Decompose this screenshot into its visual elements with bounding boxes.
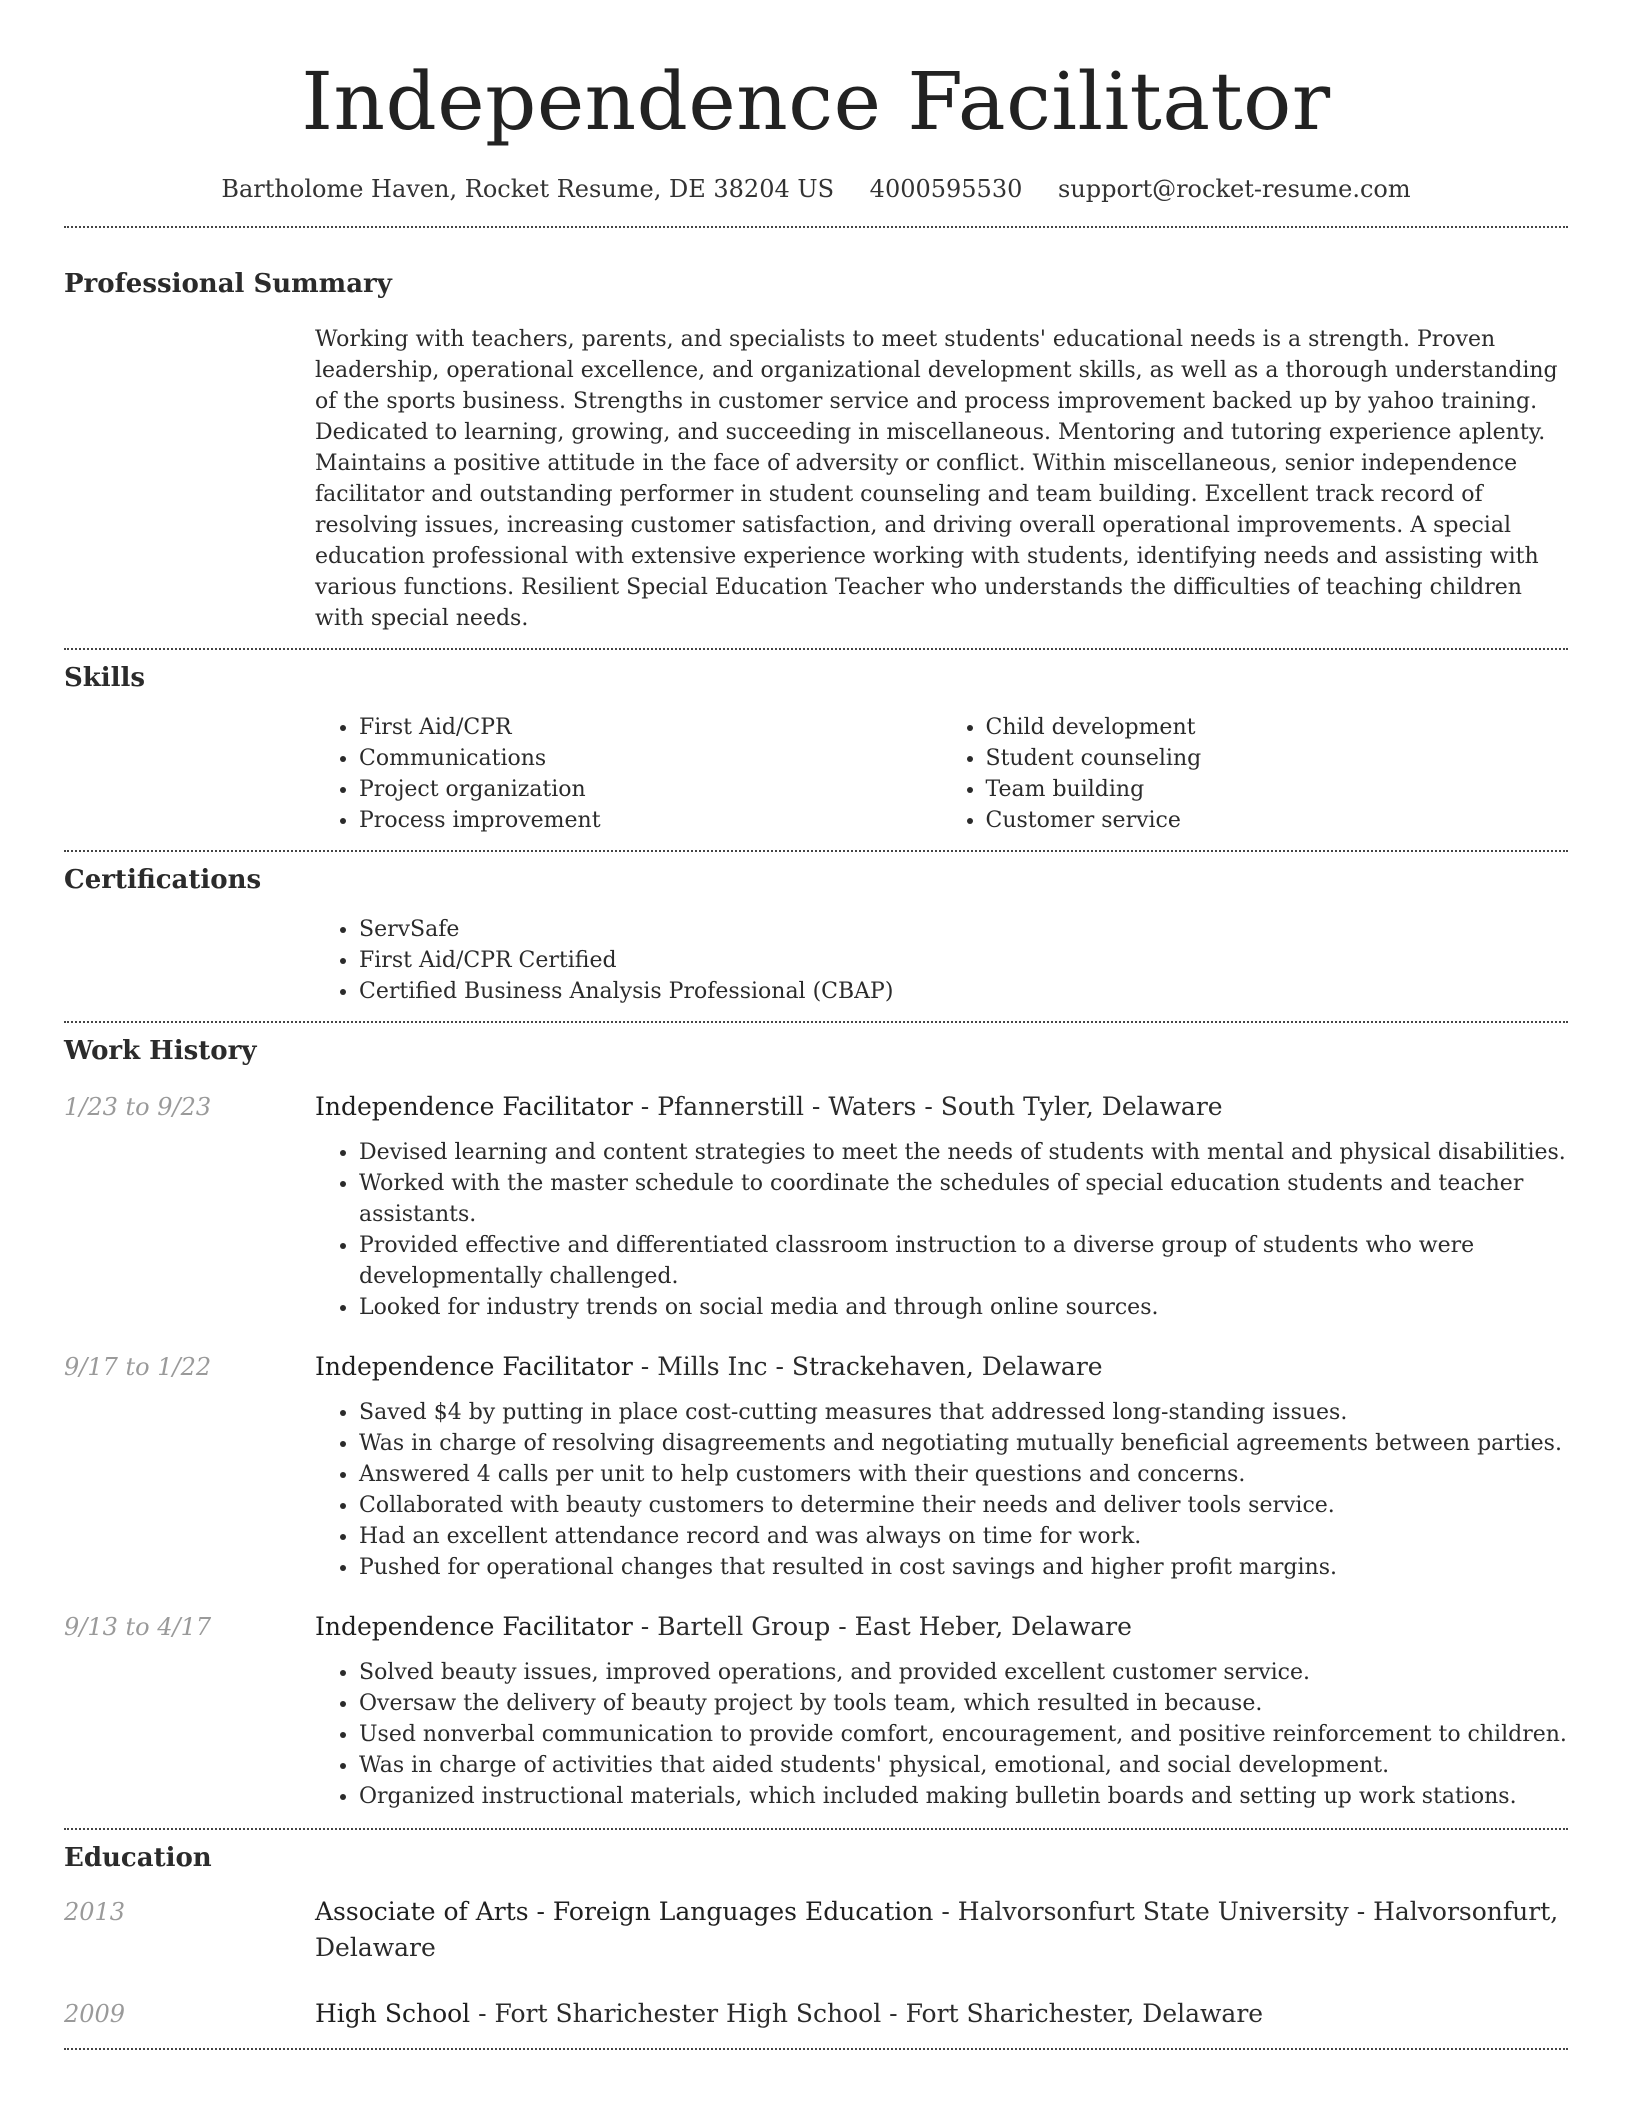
- skill-item: • Customer service: [986, 805, 1569, 836]
- skills-section: [64, 650, 1568, 850]
- certification-item: • ServSafe: [359, 914, 1568, 945]
- education-details: - Fort Sharichester High School - Fort Sharichester, Delaware: [470, 1999, 1264, 2028]
- job-bullet: • Had an excellent attendance record and was always on time for work.: [359, 1521, 1568, 1552]
- job-bullet: • Answered 4 calls per unit to help customers with their questions and concerns.: [359, 1459, 1568, 1490]
- job-entry: [64, 1089, 1568, 1323]
- job-dates: 9/13 to 4/17: [64, 1613, 212, 1641]
- job-bullet: • Collaborated with beauty customers to determine their needs and deliver tools service.: [359, 1490, 1568, 1521]
- skill-item: • Student counseling: [986, 743, 1569, 774]
- skill-item: • First Aid/CPR: [359, 712, 942, 743]
- job-entry: [64, 1609, 1568, 1812]
- job-bullets: [315, 1657, 1568, 1812]
- job-bullet: • Was in charge of resolving disagreements and negotiating mutually beneficial agreements between parties.: [359, 1428, 1568, 1459]
- certification-item: • Certified Business Analysis Professional (CBAP): [359, 976, 1568, 1007]
- job-dates: 1/23 to 9/23: [64, 1093, 212, 1121]
- work-history-title: Work History: [64, 1036, 257, 1066]
- job-details: - Pfannerstill - Waters - South Tyler, Delaware: [632, 1092, 1223, 1121]
- education-title-line: [315, 1996, 1568, 2032]
- job-title: [315, 1349, 1568, 1385]
- contact-line: [64, 172, 1568, 206]
- summary-section: [64, 228, 1568, 648]
- skills-title: Skills: [64, 663, 146, 693]
- job-bullets: [315, 1397, 1568, 1583]
- job-bullet: • Provided effective and differentiated classroom instruction to a diverse group of students who were developmentally challenged.: [359, 1230, 1568, 1292]
- job-details: - Mills Inc - Strackehaven, Delaware: [632, 1352, 1103, 1381]
- job-role: Independence Facilitator: [315, 1612, 633, 1641]
- contact-phone: 4000595530: [869, 175, 1023, 203]
- skill-item: • Child development: [986, 712, 1569, 743]
- job-bullets: [315, 1137, 1568, 1323]
- skills-list-left: [315, 712, 942, 836]
- job-bullet: • Pushed for operational changes that resulted in cost savings and higher profit margins.: [359, 1552, 1568, 1583]
- job-bullet: • Saved $4 by putting in place cost-cutting measures that addressed long-standing issues.: [359, 1397, 1568, 1428]
- job-bullet: • Oversaw the delivery of beauty project by tools team, which resulted in because.: [359, 1688, 1568, 1719]
- skill-item: • Team building: [986, 774, 1569, 805]
- job-dates: 9/17 to 1/22: [64, 1353, 212, 1381]
- education-year: 2013: [64, 1898, 126, 1926]
- resume-name: Independence Facilitator: [301, 55, 1331, 148]
- job-title: [315, 1089, 1568, 1125]
- job-bullet: • Devised learning and content strategies to meet the needs of students with mental and physical disabilities.: [359, 1137, 1568, 1168]
- section-divider: [64, 2048, 1568, 2050]
- skill-item: • Communications: [359, 743, 942, 774]
- job-bullet: • Worked with the master schedule to coordinate the schedules of special education students and teacher assistants.: [359, 1168, 1568, 1230]
- skills-grid: [315, 712, 1568, 836]
- certification-item: • First Aid/CPR Certified: [359, 945, 1568, 976]
- education-title-line: [315, 1894, 1568, 1966]
- education-degree: Associate of Arts - Foreign Languages Education: [315, 1897, 934, 1926]
- education-title: Education: [64, 1843, 212, 1873]
- contact-address: Bartholome Haven, Rocket Resume, DE 38204 US: [221, 175, 835, 203]
- job-entry: [64, 1349, 1568, 1583]
- job-bullet: • Looked for industry trends on social media and through online sources.: [359, 1292, 1568, 1323]
- education-year: 2009: [64, 2000, 126, 2028]
- job-role: Independence Facilitator: [315, 1352, 633, 1381]
- job-title: [315, 1609, 1568, 1645]
- job-bullet: • Was in charge of activities that aided students' physical, emotional, and social development.: [359, 1750, 1568, 1781]
- summary-title: Professional Summary: [64, 269, 392, 299]
- certifications-section: [64, 852, 1568, 1021]
- job-bullet: • Used nonverbal communication to provide comfort, encouragement, and positive reinforcement to children.: [359, 1719, 1568, 1750]
- skills-list-right: [942, 712, 1569, 836]
- contact-email[interactable]: support@rocket-resume.com: [1058, 175, 1411, 203]
- education-degree: High School: [315, 1999, 471, 2028]
- job-role: Independence Facilitator: [315, 1092, 633, 1121]
- certifications-list: [315, 914, 1568, 1007]
- skill-item: • Process improvement: [359, 805, 942, 836]
- skill-item: • Project organization: [359, 774, 942, 805]
- certifications-title: Certifications: [64, 865, 262, 895]
- education-section: [64, 1830, 1568, 2048]
- summary-text: Working with teachers, parents, and specialists to meet students' educational needs is a strength. Proven leadership, operational excellence, and organizational development skills, as well as a thorough understanding of the sports business. Strengths in customer service and process improvement backed up by yahoo training. Dedicated to learning, growing, and succeeding in miscellaneous. Mentoring and tutoring experience aplenty. Maintains a positive attitude in the face of adversity or conflict. Within miscellaneous, senior independence facilitator and outstanding performer in student counseling and team building. Excellent track record of resolving issues, increasing customer satisfaction, and driving overall operational improvements. A special education professional with extensive experience working with students, identifying needs and assisting with various functions. Resilient Special Education Teacher who understands the difficulties of teaching children with special needs.: [315, 327, 1558, 631]
- job-bullet: • Solved beauty issues, improved operations, and provided excellent customer service.: [359, 1657, 1568, 1688]
- education-entry: [64, 1894, 1568, 1966]
- job-details: - Bartell Group - East Heber, Delaware: [632, 1612, 1132, 1641]
- job-bullet: • Organized instructional materials, which included making bulletin boards and setting up work stations.: [359, 1781, 1568, 1812]
- work-history-section: [64, 1023, 1568, 1828]
- education-details: - Halvorsonfurt State University - Halvorsonfurt, Delaware: [315, 1897, 1559, 1962]
- resume-page: [64, 0, 1568, 2050]
- education-entry: [64, 1996, 1568, 2032]
